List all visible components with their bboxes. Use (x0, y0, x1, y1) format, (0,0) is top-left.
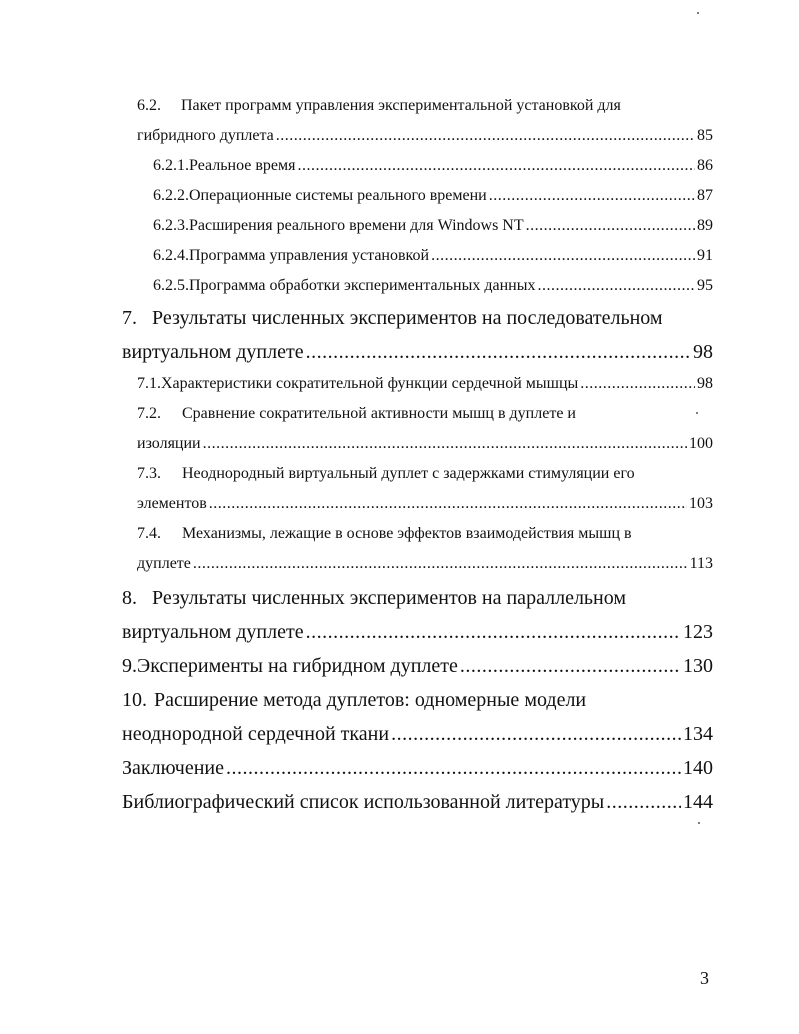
toc-entry (137, 555, 713, 573)
entry-page: 89 (697, 217, 713, 234)
dot-leader (306, 341, 691, 364)
entry-title: Операционные системы реального времени (189, 187, 487, 204)
toc-entry (137, 375, 713, 393)
entry-page: 85 (697, 127, 713, 144)
entry-page: 103 (689, 495, 713, 512)
entry-number: 7.2. (137, 405, 161, 422)
dot-leader (606, 791, 681, 814)
entry-page: 123 (683, 621, 713, 643)
entry-title: Программа управления установкой (189, 247, 430, 264)
entry-page: 134 (683, 723, 713, 745)
toc-entry (122, 587, 722, 610)
entry-title: Расширения реального времени для Windows NT (189, 217, 524, 234)
entry-number: 7.4. (137, 525, 161, 542)
toc-entry (122, 655, 713, 678)
entry-title: Сравнение сократительной активности мышц в дуплете и (182, 405, 576, 422)
toc-entry (137, 465, 713, 483)
entry-number: 7. (122, 307, 137, 329)
entry-title: Характеристики сократительной функции сердечной мышцы (161, 375, 579, 392)
scan-speck (696, 412, 698, 414)
dot-leader (431, 247, 695, 265)
entry-page: 87 (697, 187, 713, 204)
toc-entry (137, 435, 713, 453)
toc-entry (153, 247, 713, 265)
toc-entry (153, 157, 713, 175)
dot-leader (203, 435, 687, 453)
dot-leader (526, 217, 695, 235)
toc-entry (122, 307, 722, 330)
entry-number: 7.1. (137, 375, 161, 392)
entry-title: Механизмы, лежащие в основе эффектов взаимодействия мышц в (182, 525, 632, 542)
entry-title: Реальное время (189, 157, 296, 174)
scan-speck (697, 12, 699, 14)
entry-title: Программа обработки экспериментальных данных (189, 277, 536, 294)
dot-leader (226, 757, 681, 780)
entry-number: 6.2.2. (153, 187, 189, 204)
entry-page: 91 (697, 247, 713, 264)
entry-title: Заключение (122, 757, 224, 779)
entry-page: 86 (697, 157, 713, 174)
toc-entry (137, 405, 697, 423)
toc-entry (122, 723, 713, 746)
dot-leader (537, 277, 695, 295)
entry-title: неоднородной сердечной ткани (122, 723, 390, 745)
entry-number: 6.2.4. (153, 247, 189, 264)
entry-page: 100 (689, 435, 713, 452)
entry-page: 95 (697, 277, 713, 294)
dot-leader (460, 655, 681, 678)
toc-entry (122, 621, 713, 644)
page-number: 3 (700, 968, 709, 988)
entry-page: 98 (697, 375, 713, 392)
entry-title: виртуальном дуплете (122, 341, 304, 363)
toc-entry (122, 791, 713, 814)
entry-title: Пакет программ управления экспериментальной установкой для (181, 97, 621, 114)
entry-number: 8. (122, 587, 137, 609)
entry-number: 7.3. (137, 465, 161, 482)
dot-leader (298, 157, 695, 175)
dot-leader (306, 621, 681, 644)
entry-title: гибридного дуплета (137, 127, 274, 144)
toc-entry (137, 525, 713, 543)
dot-leader (391, 723, 681, 746)
entry-number: 6.2.3. (153, 217, 189, 234)
entry-title: Расширение метода дуплетов: одномерные модели (154, 689, 587, 711)
dot-leader (580, 375, 695, 393)
toc-entry (137, 495, 713, 513)
entry-page: 98 (693, 341, 713, 363)
entry-number: 10. (122, 689, 147, 711)
toc-entry (137, 127, 713, 145)
entry-number: 6.2.5. (153, 277, 189, 294)
entry-title: Результаты численных экспериментов на параллельном (152, 587, 627, 609)
entry-page: 113 (689, 555, 713, 572)
dot-leader (209, 495, 687, 513)
dot-leader (276, 127, 695, 145)
entry-title: Эксперименты на гибридном дуплете (137, 655, 458, 677)
entry-number: 6.2.1. (153, 157, 189, 174)
entry-title: дуплете (137, 555, 191, 572)
dot-leader (193, 555, 688, 573)
entry-title: Результаты численных экспериментов на последовательном (152, 307, 663, 329)
toc-entry (122, 689, 722, 712)
entry-page: 130 (683, 655, 713, 677)
entry-title: Библиографический список использованной литературы (122, 791, 605, 813)
entry-title: Неоднородный виртуальный дуплет с задержками стимуляции его (182, 465, 635, 482)
entry-title: изоляции (137, 435, 201, 452)
entry-title: элементов (137, 495, 207, 512)
entry-number: 6.2. (137, 97, 161, 114)
entry-number: 9. (122, 655, 137, 677)
scan-speck (698, 822, 700, 824)
entry-title: виртуальном дуплете (122, 621, 304, 643)
toc-entry (153, 187, 713, 205)
dot-leader (489, 187, 695, 205)
toc-entry (122, 757, 713, 780)
toc-entry (153, 217, 713, 235)
entry-page: 144 (683, 791, 713, 813)
toc-entry (153, 277, 713, 295)
toc-entry (137, 97, 697, 115)
entry-page: 140 (683, 757, 713, 779)
toc-entry (122, 341, 713, 364)
